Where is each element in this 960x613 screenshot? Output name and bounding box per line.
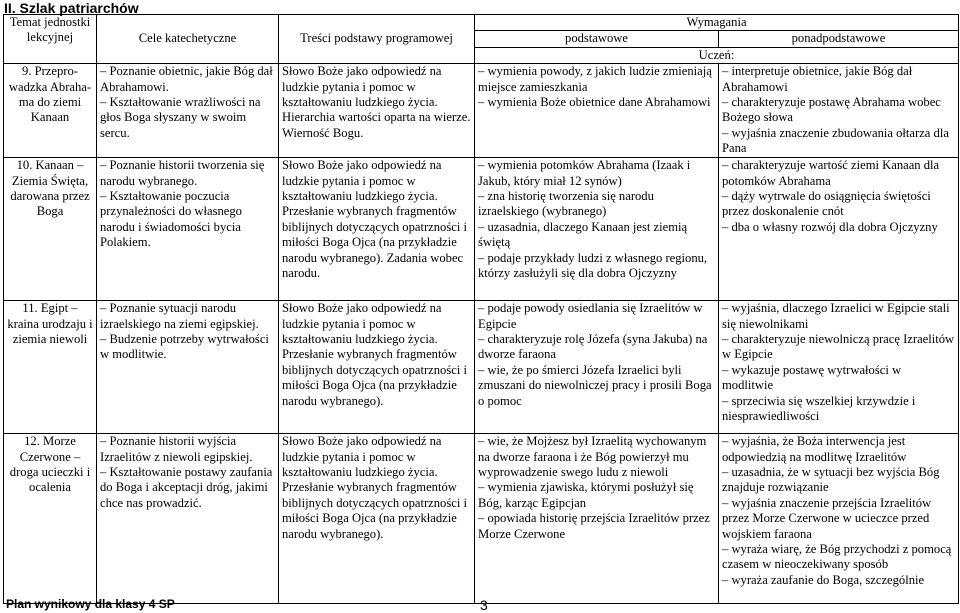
- basic-requirement-item: – wie, że Mojżesz był Izraelitą wychowanym na dworze faraona i że Bóg powierzył mu wyprowadzenie swego ludu z niewoli: [478, 434, 707, 480]
- extended-requirement-item: – dąży wytrwale do osiągnięcia świętości przez doskonalenie cnót: [722, 189, 931, 219]
- extended-requirement-item: – wyjaśnia, że Boża interwencja jest odpowiedzią na modlitwę Izraelitów: [722, 434, 907, 464]
- extended-requirement-item: – dba o własny rozwój dla dobra Ojczyzny: [722, 219, 938, 234]
- basic-requirements-cell: [475, 434, 719, 604]
- extended-requirements-cell: [719, 64, 959, 158]
- content-cell: Słowo Boże jako odpowiedź na ludzkie pytania i pomoc w kształtowaniu ludzkiego życia. Hierarchia wartości oparta na wierze. Wierność Bogu.: [279, 64, 475, 158]
- lesson-plan-table: [3, 14, 959, 604]
- basic-requirements-cell: [475, 64, 719, 158]
- extended-requirement-item: – sprzeciwia się wszelkiej krzywdzie i niesprawiedliwości: [722, 393, 916, 424]
- goal-item: – Kształtowanie poczucia przynależności do własnego narodu i świadomości bycia Polakiem.: [100, 189, 242, 250]
- extended-requirement-item: – charakteryzuje wartość ziemi Kanaan dla potomków Abrahama: [722, 158, 940, 188]
- table-row: [4, 434, 959, 604]
- extended-requirement-item: – wykazuje postawę wytrwałości w modlitwie: [722, 362, 902, 393]
- extended-requirement-item: – uzasadnia, że w sytuacji bez wyjścia Bóg znajduje rozwiązanie: [722, 465, 940, 495]
- basic-requirement-item: – podaje przykłady ludzi z własnego regionu, którzy zasłużyli się dla dobra Ojczyzny: [478, 250, 708, 281]
- basic-requirement-item: – wymienia potomków Abrahama (Izaak i Jakub, który miał 12 synów): [478, 158, 691, 188]
- table-row: [4, 64, 959, 158]
- goal-item: – Kształtowanie postawy zaufania do Boga i akceptacji dróg, jakimi chce nas prowadzić.: [100, 465, 273, 510]
- header-extended: ponadpodstawowe: [719, 31, 959, 47]
- basic-requirement-item: – podaje powody osiedlania się Izraelitów w Egipcie: [478, 301, 703, 331]
- basic-requirement-item: – wymienia zjawiska, którymi posłużył się Bóg, karząc Egipcjan: [478, 480, 694, 510]
- extended-requirements-cell: [719, 434, 959, 604]
- basic-requirement-item: – uzasadnia, dlaczego Kanaan jest ziemią świętą: [478, 219, 688, 250]
- goal-item: – Poznanie historii wyjścia Izraelitów z niewoli egipskiej.: [100, 434, 253, 464]
- basic-requirements-cell: [475, 158, 719, 301]
- goals-cell: [97, 301, 279, 434]
- goals-cell: [97, 64, 279, 158]
- extended-requirement-item: – wyjaśnia, dlaczego Izraelici w Egipcie stali się niewolnikami: [722, 301, 950, 331]
- basic-requirements-cell: [475, 301, 719, 434]
- topic-cell: 10. Kanaan – Ziemia Święta, darowana przez Boga: [4, 158, 97, 301]
- table-row: [4, 301, 959, 434]
- page-number: 3: [480, 597, 488, 613]
- basic-requirement-item: – zna historię tworzenia się narodu izraelskiego (wybranego): [478, 189, 654, 219]
- goal-item: – Poznanie historii tworzenia się narodu wybranego.: [100, 158, 265, 188]
- goals-cell: [97, 434, 279, 604]
- header-student: Uczeń:: [475, 47, 959, 63]
- extended-requirement-item: – wyraża zaufanie do Boga, szczególnie: [722, 572, 925, 587]
- basic-requirement-item: – opowiada historię przejścia Izraelitów przez Morze Czerwone: [478, 511, 710, 541]
- content-cell: Słowo Boże jako odpowiedź na ludzkie pytania i pomoc w kształtowaniu ludzkiego życia. Przesłanie wybranych fragmentów biblijnych dotyczących opatrzności i miłości Boga Ojca (na przykładzie narodu wybranego).: [279, 301, 475, 434]
- table-row: [4, 158, 959, 301]
- topic-cell: 12. Morze Czerwone – droga ucieczki i ocalenia: [4, 434, 97, 604]
- topic-cell: 9. Przepro-wadzka Abraha-ma do ziemi Kanaan: [4, 64, 97, 158]
- header-topic: Temat jednostki lekcyjnej: [4, 15, 97, 64]
- content-cell: Słowo Boże jako odpowiedź na ludzkie pytania i pomoc w kształtowaniu ludzkiego życia. Przesłanie wybranych fragmentów biblijnych dotyczących opatrzności i miłości Boga Ojca (na przykładzie narodu wybranego). Zadania wobec narodu.: [279, 158, 475, 301]
- basic-requirement-item: – charakteryzuje rolę Józefa (syna Jakuba) na dworze faraona: [478, 332, 708, 362]
- extended-requirements-cell: [719, 158, 959, 301]
- header-basic: podstawowe: [475, 31, 719, 47]
- goal-item: – Poznanie obietnic, jakie Bóg dał Abrahamowi.: [100, 64, 273, 94]
- extended-requirement-item: – interpretuje obietnice, jakie Bóg dał Abrahamowi: [722, 64, 913, 94]
- header-content: Treści podstawy programowej: [279, 15, 475, 64]
- goal-item: – Budzenie potrzeby wytrwałości w modlitwie.: [100, 332, 269, 362]
- extended-requirement-item: – charakteryzuje postawę Abrahama wobec Bożego słowa: [722, 95, 941, 125]
- goal-item: – Poznanie sytuacji narodu izraelskiego na ziemi egipskiej.: [100, 301, 259, 331]
- extended-requirement-item: – wyraża wiarę, że Bóg przychodzi z pomocą czasem w nieoczekiwany sposób: [722, 542, 952, 572]
- content-cell: Słowo Boże jako odpowiedź na ludzkie pytania i pomoc w kształtowaniu ludzkiego życia. Przesłanie wybranych fragmentów biblijnych dotyczących opatrzności i miłości Boga Ojca (na przykładzie narodu wybranego).: [279, 434, 475, 604]
- section-title: II. Szlak patriarchów: [4, 0, 139, 16]
- extended-requirement-item: – wyjaśnia znaczenie przejścia Izraelitów przez Morze Czerwone w ucieczce przed wojskiem faraona: [722, 495, 932, 541]
- extended-requirement-item: – wyjaśnia znaczenie zbudowania ołtarza dla Pana: [722, 125, 949, 156]
- extended-requirements-cell: [719, 301, 959, 434]
- header-goals: Cele katechetyczne: [97, 15, 279, 64]
- extended-requirement-item: – charakteryzuje niewolniczą pracę Izraelitów w Egipcie: [722, 332, 955, 362]
- goals-cell: [97, 158, 279, 301]
- topic-cell: 11. Egipt – kraina urodzaju i ziemia niewoli: [4, 301, 97, 434]
- header-requirements: Wymagania: [475, 15, 959, 31]
- basic-requirement-item: – wymienia Boże obietnice dane Abrahamowi: [478, 95, 711, 110]
- basic-requirement-item: – wie, że po śmierci Józefa Izraelici byli zmuszani do niewolniczej pracy i prosili Boga o pomoc: [478, 362, 712, 408]
- goal-item: – Kształtowanie wrażliwości na głos Boga słyszany w swoim sercu.: [100, 95, 261, 140]
- basic-requirement-item: – wymienia powody, z jakich ludzie zmieniają miejsce zamieszkania: [478, 64, 712, 94]
- footer-title: Plan wynikowy dla klasy 4 SP: [6, 597, 175, 611]
